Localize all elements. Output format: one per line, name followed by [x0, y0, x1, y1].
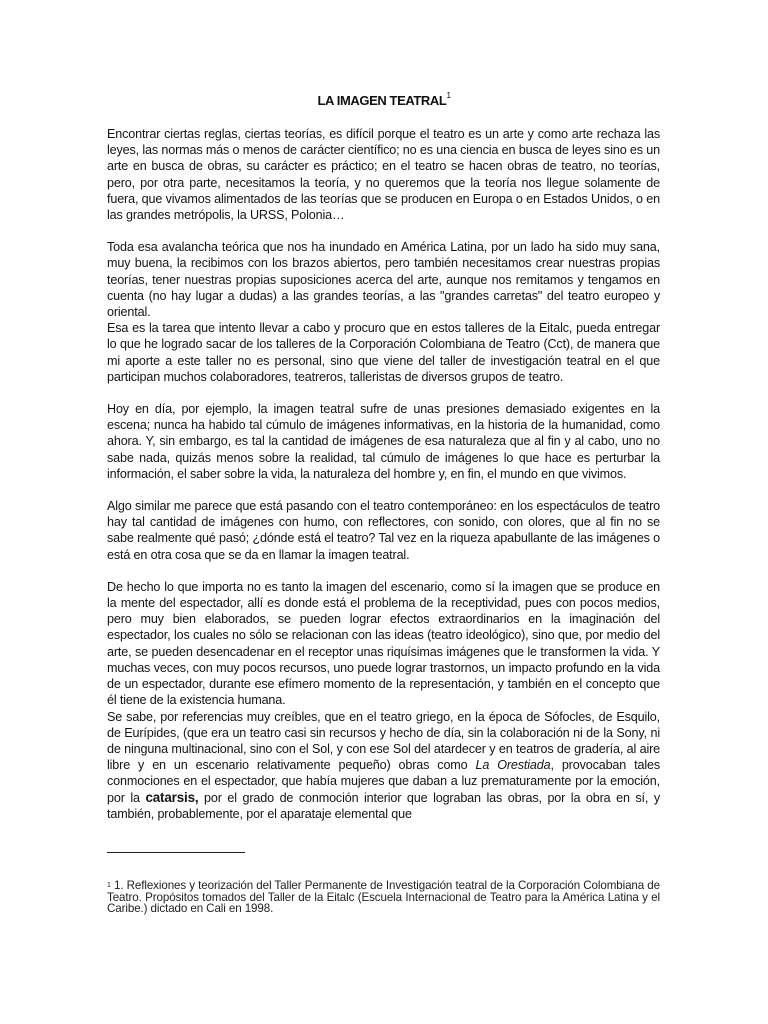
paragraph-last [107, 709, 660, 822]
document-body [107, 126, 660, 822]
paragraph: De hecho lo que importa no es tanto la imagen del escenario, como sí la imagen que se produce en la mente del espectador, allí es donde está el problema de la receptividad, pues con pocos medios, pero muy bien elaborados, se pueden lograr efectos extraordinarios en la imaginación del espectador, los cuales no sólo se relacionan con las ideas (teatro ideológico), sino que, por medio del arte, se pueden desencadenar en el receptor unas riquísimas imágenes que le transformen la vida. Y muchas veces, con muy pocos recursos, uno puede lograr trastornos, un impacto profundo en la vida de un espectador, durante ese efímero momento de la representación, y también en el concepto que él tiene de la existencia humana. [107, 579, 660, 708]
footnote-separator [107, 852, 245, 853]
title-footnote-marker: 1 [446, 91, 451, 100]
title-text: LA IMAGEN TEATRAL [317, 93, 447, 108]
paragraph: Esa es la tarea que intento llevar a cabo y procuro que en estos talleres de la Eitalc, pueda entregar lo que he logrado sacar de los talleres de la Corporación Colombiana de Teatro (Cct), de manera que mi aporte a este taller no es personal, sino que viene del taller de investigación teatral en el que participan muchos colaboradores, teatreros, talleristas de diversos grupos de teatro. [107, 321, 660, 384]
document-title [0, 93, 768, 108]
text-run: por el grado de conmoción interior que lograban las obras, por la obra en sí, y también, probablemente, por el aparataje elemental que [107, 790, 660, 821]
footnote-marker: 1 [107, 882, 111, 889]
footnote [107, 880, 660, 915]
text-run: , provocaban tales conmociones en el espectador, que había mujeres que daban a luz prematuramente por la emoción, por la [107, 758, 660, 805]
paragraph: Toda esa avalancha teórica que nos ha inundado en América Latina, por un lado ha sido muy sana, muy buena, la recibimos con los brazos abiertos, pero también necesitamos crear nuestras propias teorías, tener nuestras propias suposiciones acerca del arte, aunque nos remitamos y tengamos en cuenta (no hay lugar a dudas) a las grandes teorías, a las "grandes carretas" del teatro europeo y oriental. [107, 240, 660, 320]
footnote-text: 1. Reflexiones y teorización del Taller Permanente de Investigación teatral de la Corporación Colombiana de Teatro. Propósitos tomados del Taller de la Eitalc (Escuela Internacional de Teatro para la América Latina y el Caribe.) dictado en Cali en 1998. [107, 879, 660, 916]
work-title-italic: La Orestiada [475, 758, 551, 773]
paragraph: Hoy en día, por ejemplo, la imagen teatral sufre de unas presiones demasiado exigentes en la escena; nunca ha habido tal cúmulo de imágenes informativas, en la historia de la humanidad, como ahora. Y, sin embargo, es tal la cantidad de imágenes de esa naturaleza que al fin y al cabo, uno no sabe nada, quizás menos sobre la realidad, tal cúmulo de imágenes lo que hace es perturbar la información, el saber sobre la vida, la naturaleza del hombre y, en fin, el mundo en que vivimos. [107, 402, 660, 481]
keyword-bold: catarsis, [145, 789, 199, 805]
text-run: Se sabe, por referencias muy creíbles, que en el teatro griego, en la época de Sófocles, de Esquilo, de Eurípides, (que era un teatro casi sin recursos y hecho de día, sin la colaboración ni de la Sony, ni de ninguna multinacional, sino con el Sol, y con ese Sol del atardecer y en teatros de gradería, al aire libre y en un escenario relativamente pequeño) obras como [107, 709, 660, 773]
paragraph: Algo similar me parece que está pasando con el teatro contemporáneo: en los espectáculos de teatro hay tal cantidad de imágenes con humo, con reflectores, con sonido, con olores, que al fin no se sabe realmente qué pasó; ¿dónde está el teatro? Tal vez en la riqueza apabullante de las imágenes o está en otra cosa que se da en llamar la imagen teatral. [107, 499, 660, 562]
paragraph: Encontrar ciertas reglas, ciertas teorías, es difícil porque el teatro es un arte y como arte rechaza las leyes, las normas más o menos de carácter científico; no es una ciencia en busca de leyes sino es un arte en busca de obras, su carácter es práctico; en el teatro se hacen obras de teatro, no teorías, pero, por otra parte, necesitamos la teoría, y no queremos que la teoría nos llegue solamente de fuera, que vivamos alimentados de las teorías que se producen en Europa o en Estados Unidos, o en las grandes metrópolis, la URSS, Polonia… [107, 127, 660, 223]
